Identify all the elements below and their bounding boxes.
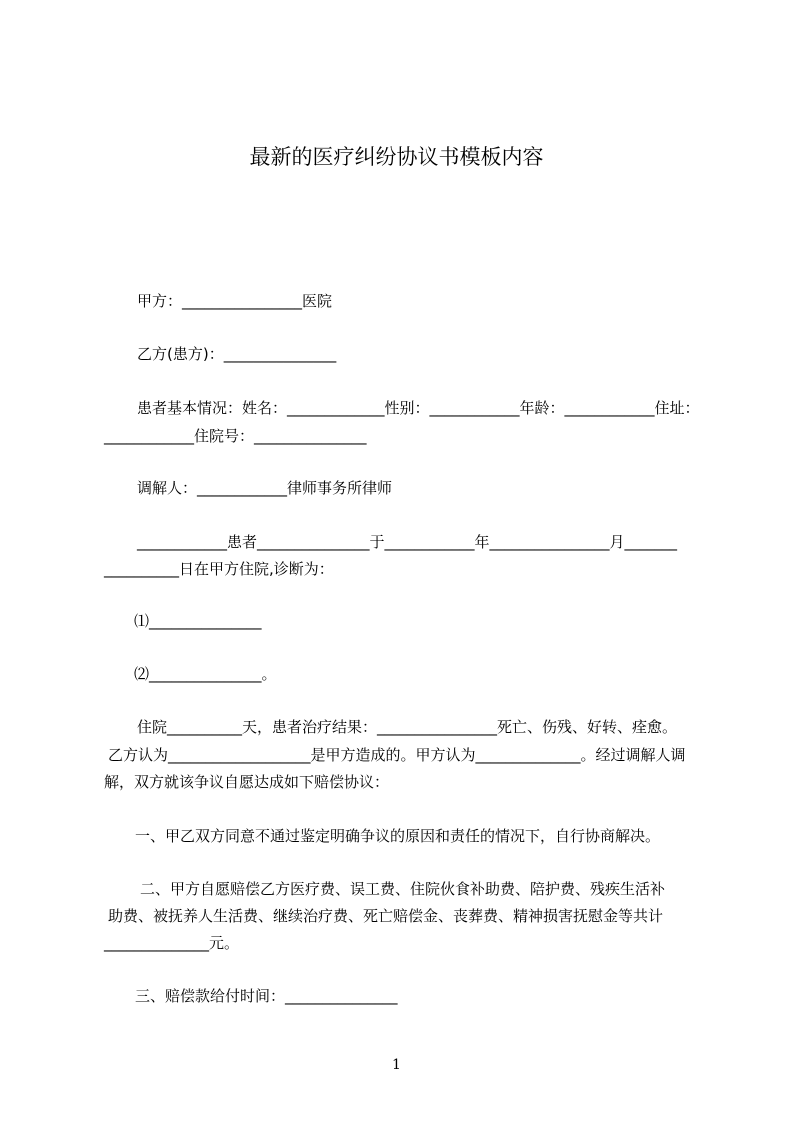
diagnosis-line-2: ⑵_______________。: [134, 665, 277, 683]
patient-info-line-1: 患者基本情况：姓名：_____________性别：____________年龄：____________住址：: [137, 399, 700, 417]
diagnosis-line-1: ⑴_______________: [134, 612, 262, 630]
party-a-line: 甲方：________________医院: [137, 292, 333, 310]
admission-line-1: ____________患者_______________于____________年________________月_______: [137, 533, 678, 551]
clause-3-line: 三、赔偿款给付时间：_______________: [135, 987, 398, 1005]
clause-2-line-1: 二、甲方自愿赔偿乙方医疗费、误工费、住院伙食补助费、陪护费、残疾生活补: [140, 880, 666, 898]
party-b-line: 乙方(患方)：_______________: [137, 345, 337, 363]
result-line-2: 乙方认为___________________是甲方造成的。甲方认为______________。经过调解人调: [108, 746, 686, 764]
result-line-3: 解，双方就该争议自愿达成如下赔偿协议：: [104, 773, 390, 791]
result-line-1: 住院__________天，患者治疗结果：________________死亡、伤残、好转、痊愈。: [137, 718, 678, 736]
document-title: 最新的医疗纠纷协议书模板内容: [249, 145, 544, 169]
clause-1-line: 一、甲乙双方同意不通过鉴定明确争议的原因和责任的情况下，自行协商解决。: [135, 827, 661, 845]
admission-line-2: __________日在甲方住院,诊断为：: [104, 560, 334, 578]
page-number: 1: [392, 1057, 401, 1073]
patient-info-line-2: ____________住院号：_______________: [104, 427, 367, 445]
clause-2-line-2: 助费、被抚养人生活费、继续治疗费、死亡赔偿金、丧葬费、精神损害抚慰金等共计: [108, 907, 664, 925]
mediator-line: 调解人：____________律师事务所律师: [137, 479, 393, 497]
clause-2-line-3: ______________元。: [104, 934, 240, 952]
